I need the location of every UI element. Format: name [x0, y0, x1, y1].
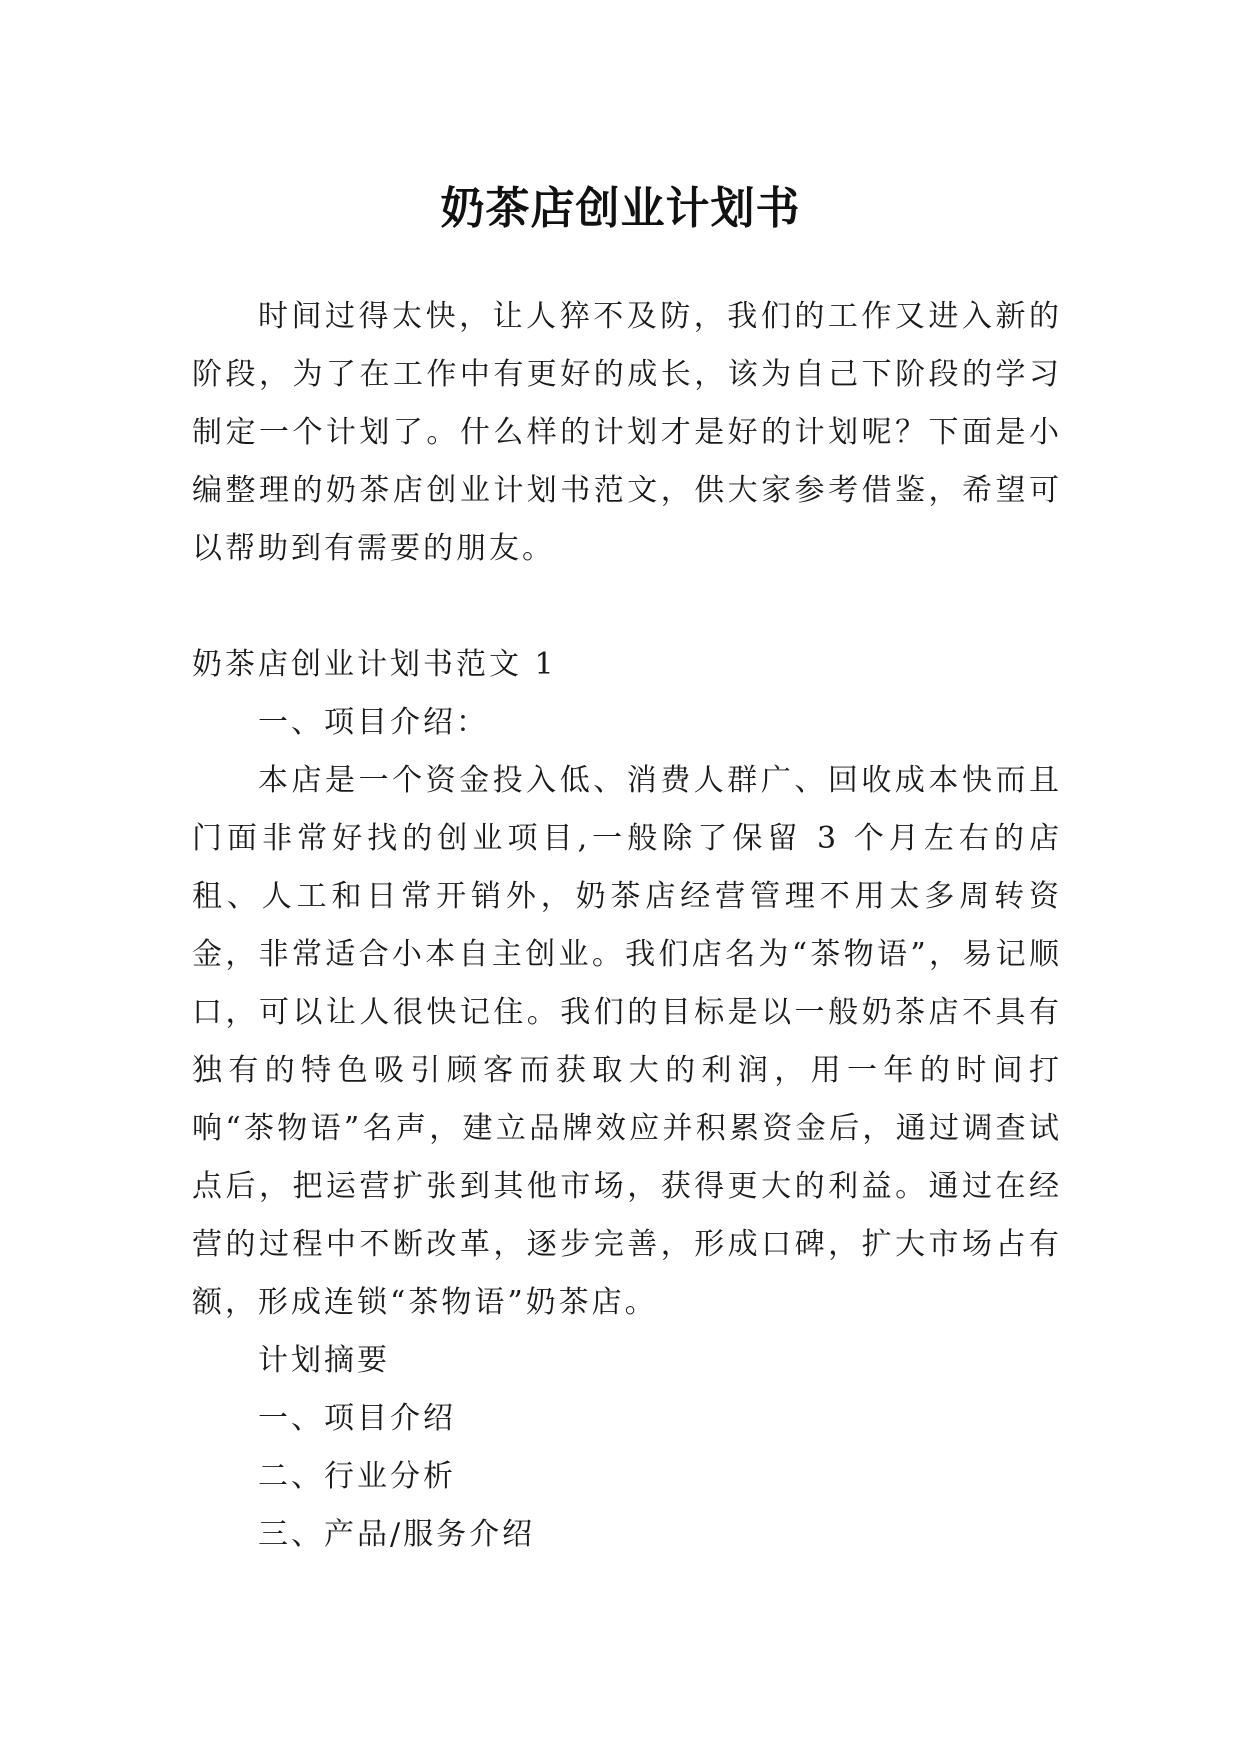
section-title: 奶茶店创业计划书范文 1: [192, 647, 557, 682]
summary-item-1: 一、项目介绍: [258, 1401, 456, 1436]
intro-paragraph: 时间过得太快，让人猝不及防，我们的工作又进入新的阶段，为了在工作中有更好的成长，该为自己下阶段的学习制定一个计划了。什么样的计划才是好的计划呢？下面是小编整理的奶茶店创业计划书范文，供大家参考借鉴，希望可以帮助到有需要的朋友。: [192, 299, 1062, 566]
subsection-title: 一、项目介绍：: [258, 705, 489, 740]
document-title: 奶茶店创业计划书: [440, 183, 801, 235]
body-paragraph: 本店是一个资金投入低、消费人群广、回收成本快而且门面非常好找的创业项目,一般除了保留 3 个月左右的店租、人工和日常开销外，奶茶店经营管理不用太多周转资金，非常适合小本自主创业。我们店名为“茶物语”，易记顺口，可以让人很快记住。我们的目标是以一般奶茶店不具有独有的特色吸引顾客而获取大的利润，用一年的时间打响“茶物语”名声，建立品牌效应并积累资金后，通过调查试点后，把运营扩张到其他市场，获得更大的利益。通过在经营的过程中不断改革，逐步完善，形成口碑，扩大市场占有额，形成连锁“茶物语”奶茶店。: [192, 763, 1062, 1320]
document-body: [192, 288, 1062, 1564]
summary-item-3: 三、产品/服务介绍: [258, 1517, 536, 1552]
summary-heading: 计划摘要: [258, 1343, 390, 1378]
summary-item-2: 二、行业分析: [258, 1459, 456, 1494]
